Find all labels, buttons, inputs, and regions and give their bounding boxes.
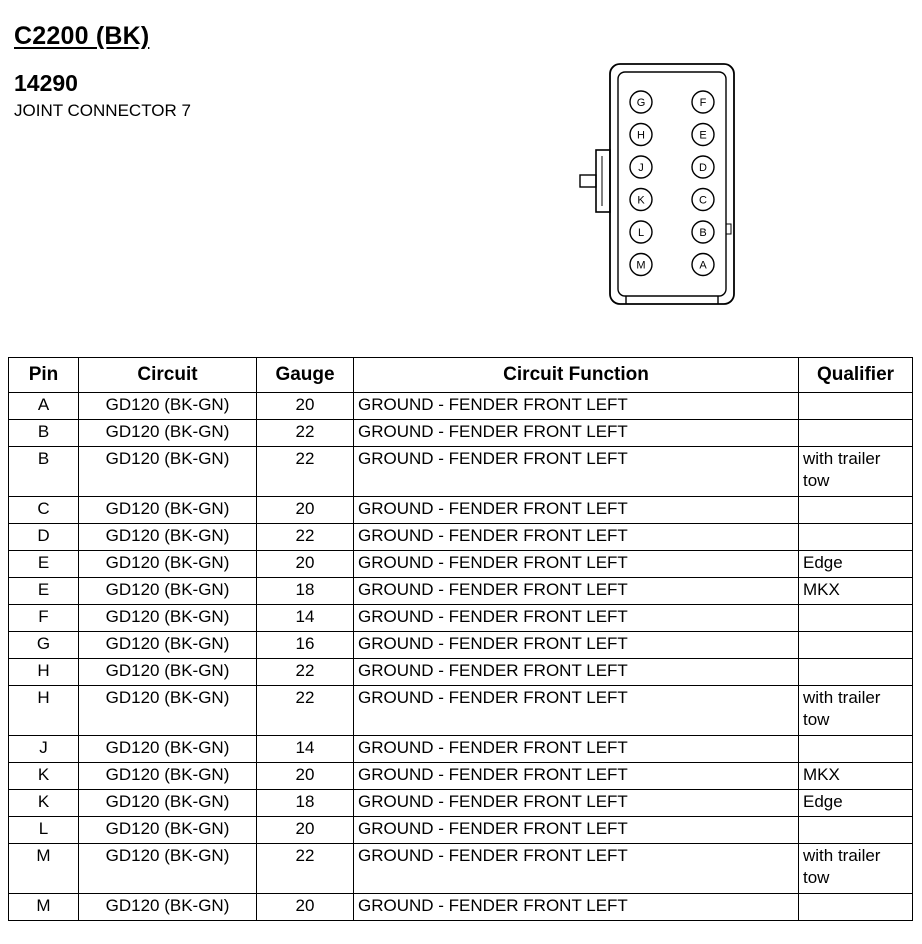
qualifier-cell: with trailer tow — [799, 447, 913, 497]
table-row — [9, 497, 913, 524]
pin-cell: B — [9, 447, 79, 497]
pin-cavity — [692, 189, 714, 211]
pin-cell: C — [9, 497, 79, 524]
pin-cavity-label: K — [637, 194, 645, 207]
circuit-cell: GD120 (BK-GN) — [79, 605, 257, 632]
pin-cavities-right — [692, 91, 714, 276]
table-row — [9, 686, 913, 736]
table-row — [9, 632, 913, 659]
table-row — [9, 817, 913, 844]
header-gauge: Gauge — [257, 358, 354, 393]
circuit-function-cell: GROUND - FENDER FRONT LEFT — [354, 686, 799, 736]
pin-cavity-label: F — [699, 97, 707, 109]
qualifier-cell: MKX — [799, 763, 913, 790]
pin-cell: M — [9, 844, 79, 894]
pinout-table — [8, 357, 913, 921]
header-circuit-function: Circuit Function — [354, 358, 799, 393]
pin-cavity — [692, 124, 714, 146]
circuit-function-cell: GROUND - FENDER FRONT LEFT — [354, 763, 799, 790]
circuit-function-cell: GROUND - FENDER FRONT LEFT — [354, 736, 799, 763]
circuit-function-cell: GROUND - FENDER FRONT LEFT — [354, 393, 799, 420]
table-row — [9, 844, 913, 894]
pin-cavity — [692, 91, 714, 113]
qualifier-cell — [799, 817, 913, 844]
circuit-function-cell: GROUND - FENDER FRONT LEFT — [354, 420, 799, 447]
qualifier-cell: with trailer tow — [799, 844, 913, 894]
qualifier-cell — [799, 605, 913, 632]
pin-cell: F — [9, 605, 79, 632]
circuit-function-cell: GROUND - FENDER FRONT LEFT — [354, 524, 799, 551]
circuit-cell: GD120 (BK-GN) — [79, 578, 257, 605]
part-name: JOINT CONNECTOR 7 — [14, 101, 191, 120]
circuit-cell: GD120 (BK-GN) — [79, 763, 257, 790]
gauge-cell: 22 — [257, 447, 354, 497]
pin-cavity-label: B — [699, 227, 707, 239]
circuit-cell: GD120 (BK-GN) — [79, 844, 257, 894]
pin-cavity-label: L — [637, 227, 645, 239]
connector-face-diagram — [574, 60, 750, 310]
table-row — [9, 524, 913, 551]
circuit-cell: GD120 (BK-GN) — [79, 393, 257, 420]
circuit-cell: GD120 (BK-GN) — [79, 524, 257, 551]
pin-cavities-left — [630, 91, 652, 276]
gauge-cell: 14 — [257, 736, 354, 763]
pin-cavity-label: E — [699, 129, 707, 142]
pin-cell: H — [9, 686, 79, 736]
circuit-cell: GD120 (BK-GN) — [79, 736, 257, 763]
qualifier-cell: with trailer tow — [799, 686, 913, 736]
pin-cell: G — [9, 632, 79, 659]
qualifier-cell — [799, 659, 913, 686]
pin-cavity — [692, 254, 714, 276]
qualifier-cell — [799, 420, 913, 447]
gauge-cell: 22 — [257, 524, 354, 551]
table-row — [9, 659, 913, 686]
table-row — [9, 763, 913, 790]
pin-cell: E — [9, 551, 79, 578]
circuit-cell: GD120 (BK-GN) — [79, 497, 257, 524]
pin-cell: D — [9, 524, 79, 551]
table-row — [9, 894, 913, 921]
table-header-row — [9, 358, 913, 393]
gauge-cell: 20 — [257, 551, 354, 578]
gauge-cell: 20 — [257, 817, 354, 844]
circuit-cell: GD120 (BK-GN) — [79, 894, 257, 921]
pin-cavity — [630, 124, 652, 146]
circuit-function-cell: GROUND - FENDER FRONT LEFT — [354, 497, 799, 524]
gauge-cell: 20 — [257, 393, 354, 420]
table-row — [9, 551, 913, 578]
gauge-cell: 20 — [257, 497, 354, 524]
gauge-cell: 18 — [257, 578, 354, 605]
gauge-cell: 22 — [257, 659, 354, 686]
qualifier-cell: Edge — [799, 790, 913, 817]
pin-cavity — [692, 156, 714, 178]
circuit-function-cell: GROUND - FENDER FRONT LEFT — [354, 817, 799, 844]
circuit-function-cell: GROUND - FENDER FRONT LEFT — [354, 447, 799, 497]
pin-cavity — [630, 254, 652, 276]
circuit-function-cell: GROUND - FENDER FRONT LEFT — [354, 894, 799, 921]
gauge-cell: 20 — [257, 763, 354, 790]
circuit-cell: GD120 (BK-GN) — [79, 447, 257, 497]
circuit-function-cell: GROUND - FENDER FRONT LEFT — [354, 659, 799, 686]
pin-cavity-label: H — [637, 129, 645, 142]
circuit-cell: GD120 (BK-GN) — [79, 632, 257, 659]
pin-cavity-label: G — [636, 97, 646, 109]
pin-cell: L — [9, 817, 79, 844]
qualifier-cell: MKX — [799, 578, 913, 605]
gauge-cell: 18 — [257, 790, 354, 817]
table-row — [9, 393, 913, 420]
pin-cavity-label: J — [638, 162, 644, 174]
table-row — [9, 605, 913, 632]
qualifier-cell — [799, 497, 913, 524]
circuit-cell: GD120 (BK-GN) — [79, 817, 257, 844]
qualifier-cell: Edge — [799, 551, 913, 578]
pin-cavity-label: C — [699, 194, 707, 207]
pin-cell: J — [9, 736, 79, 763]
part-number: 14290 — [14, 70, 78, 96]
gauge-cell: 14 — [257, 605, 354, 632]
pin-cell: E — [9, 578, 79, 605]
qualifier-cell — [799, 894, 913, 921]
qualifier-cell — [799, 632, 913, 659]
pin-cell: K — [9, 763, 79, 790]
header-circuit: Circuit — [79, 358, 257, 393]
circuit-cell: GD120 (BK-GN) — [79, 420, 257, 447]
header-qualifier: Qualifier — [799, 358, 913, 393]
circuit-cell: GD120 (BK-GN) — [79, 551, 257, 578]
pin-cavity — [692, 221, 714, 243]
table-row — [9, 447, 913, 497]
table-row — [9, 736, 913, 763]
qualifier-cell — [799, 393, 913, 420]
gauge-cell: 22 — [257, 420, 354, 447]
connector-title: C2200 (BK) — [14, 22, 150, 50]
pin-cell: H — [9, 659, 79, 686]
gauge-cell: 16 — [257, 632, 354, 659]
pin-cell: K — [9, 790, 79, 817]
circuit-function-cell: GROUND - FENDER FRONT LEFT — [354, 844, 799, 894]
pin-cavity-label: M — [636, 259, 646, 272]
gauge-cell: 22 — [257, 686, 354, 736]
pin-cell: B — [9, 420, 79, 447]
gauge-cell: 20 — [257, 894, 354, 921]
table-row — [9, 420, 913, 447]
header-pin: Pin — [9, 358, 79, 393]
circuit-function-cell: GROUND - FENDER FRONT LEFT — [354, 632, 799, 659]
circuit-cell: GD120 (BK-GN) — [79, 686, 257, 736]
circuit-cell: GD120 (BK-GN) — [79, 790, 257, 817]
pin-cavity-label: A — [699, 259, 707, 272]
table-row — [9, 790, 913, 817]
qualifier-cell — [799, 736, 913, 763]
table-row — [9, 578, 913, 605]
circuit-function-cell: GROUND - FENDER FRONT LEFT — [354, 790, 799, 817]
circuit-function-cell: GROUND - FENDER FRONT LEFT — [354, 605, 799, 632]
qualifier-cell — [799, 524, 913, 551]
pin-cavity — [630, 221, 652, 243]
gauge-cell: 22 — [257, 844, 354, 894]
pin-cavity — [630, 91, 652, 113]
circuit-function-cell: GROUND - FENDER FRONT LEFT — [354, 578, 799, 605]
circuit-function-cell: GROUND - FENDER FRONT LEFT — [354, 551, 799, 578]
pin-cell: A — [9, 393, 79, 420]
pin-cavity — [630, 156, 652, 178]
pin-cavity-label: D — [699, 162, 707, 174]
pin-cell: M — [9, 894, 79, 921]
pin-cavity — [630, 189, 652, 211]
circuit-cell: GD120 (BK-GN) — [79, 659, 257, 686]
